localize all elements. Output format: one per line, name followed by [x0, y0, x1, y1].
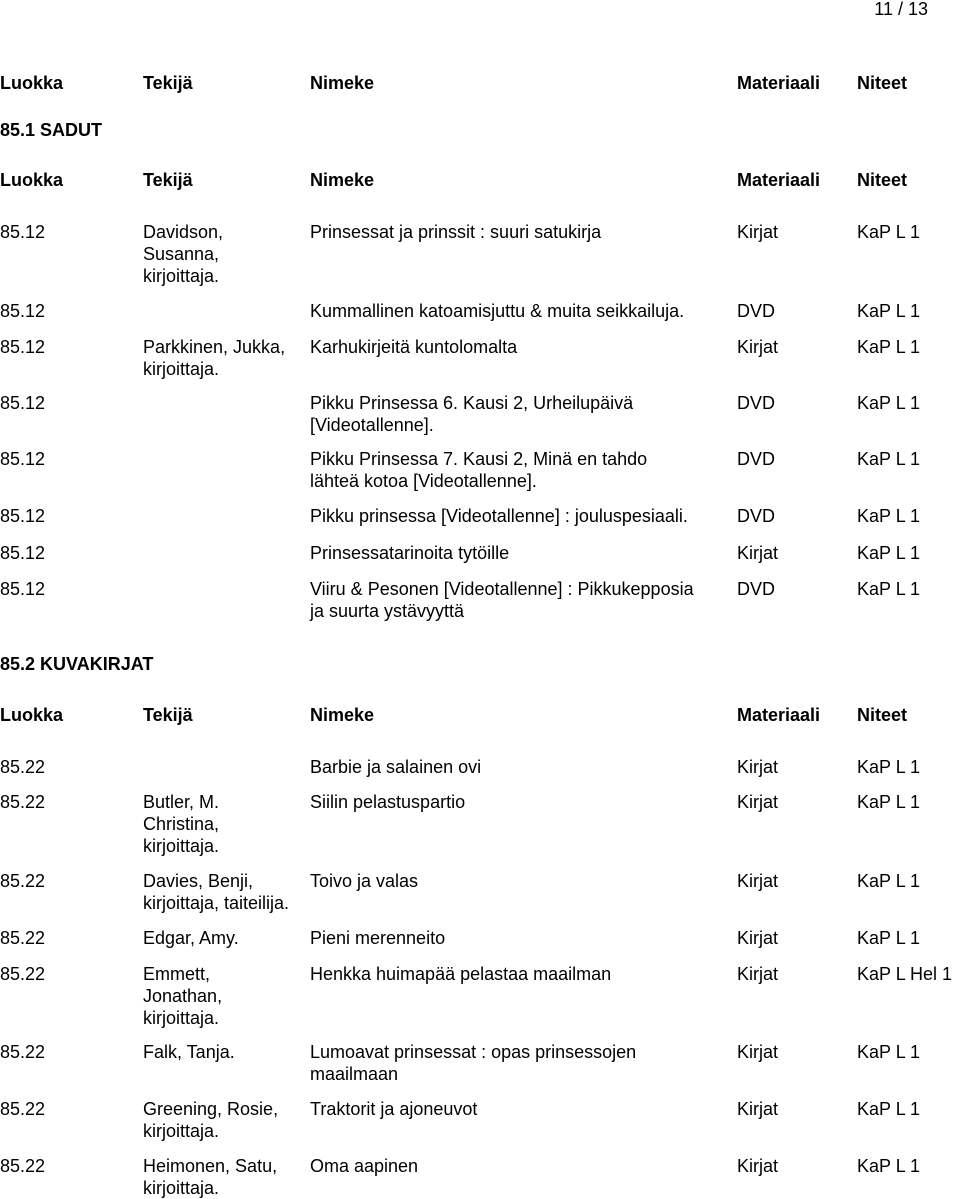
col-niteet: Niteet: [857, 73, 908, 93]
cell-tekija: Parkkinen, Jukka,: [143, 337, 286, 357]
cell-niteet: KaP L 1: [857, 337, 921, 357]
cell-materiaali: Kirjat: [737, 1042, 779, 1062]
col-materiaali: Materiaali: [737, 170, 821, 190]
cell-tekija: kirjoittaja.: [143, 1178, 220, 1198]
cell-materiaali: Kirjat: [737, 871, 779, 891]
cell-tekija: Edgar, Amy.: [143, 928, 239, 948]
cell-niteet: KaP L 1: [857, 506, 921, 526]
cell-materiaali: Kirjat: [737, 543, 779, 563]
table-row: [0, 505, 960, 527]
cell-luokka: 85.12: [0, 579, 46, 599]
col-tekija: Tekijä: [143, 73, 193, 93]
col-tekija: Tekijä: [143, 170, 193, 190]
cell-niteet: KaP L 1: [857, 301, 921, 321]
cell-tekija: Susanna,: [143, 244, 220, 264]
col-nimeke: Nimeke: [310, 73, 375, 93]
cell-nimeke: Lumoavat prinsessat : opas prinsessojen: [310, 1042, 637, 1062]
cell-niteet: KaP L 1: [857, 871, 921, 891]
table-row: [0, 927, 960, 949]
cell-nimeke: Pieni merenneito: [310, 928, 446, 948]
col-niteet: Niteet: [857, 170, 908, 190]
cell-luokka: 85.22: [0, 871, 46, 891]
cell-nimeke: Pikku prinsessa [Videotallenne] : jouluspesiaali.: [310, 506, 688, 526]
cell-nimeke: Siilin pelastuspartio: [310, 792, 466, 812]
cell-niteet: KaP L 1: [857, 1042, 921, 1062]
cell-luokka: 85.12: [0, 337, 46, 357]
col-nimeke: Nimeke: [310, 170, 375, 190]
cell-tekija: Emmett,: [143, 964, 211, 984]
col-nimeke: Nimeke: [310, 705, 375, 725]
table-row: [0, 963, 960, 1028]
cell-luokka: 85.22: [0, 964, 46, 984]
cell-nimeke: Pikku Prinsessa 7. Kausi 2, Minä en tahdo: [310, 449, 648, 469]
cell-nimeke: Prinsessat ja prinssit : suuri satukirja: [310, 222, 602, 242]
cell-materiaali: Kirjat: [737, 1156, 779, 1176]
page-number: 11 / 13: [874, 0, 928, 19]
cell-tekija: kirjoittaja.: [143, 359, 220, 379]
table-row: [0, 1098, 960, 1141]
cell-niteet: KaP L 1: [857, 928, 921, 948]
cell-niteet: KaP L 1: [857, 1099, 921, 1119]
table-row: [0, 756, 960, 778]
cell-tekija: kirjoittaja, taiteilija.: [143, 893, 290, 913]
cell-tekija: kirjoittaja.: [143, 1121, 220, 1141]
cell-niteet: KaP L 1: [857, 792, 921, 812]
cell-nimeke: Pikku Prinsessa 6. Kausi 2, Urheilupäivä: [310, 393, 634, 413]
cell-materiaali: DVD: [737, 301, 776, 321]
cell-nimeke: Prinsessatarinoita tytöille: [310, 543, 510, 563]
cell-nimeke: Kummallinen katoamisjuttu & muita seikkailuja.: [310, 301, 685, 321]
cell-niteet: KaP L 1: [857, 222, 921, 242]
col-luokka: Luokka: [0, 73, 64, 93]
cell-luokka: 85.22: [0, 1099, 46, 1119]
cell-materiaali: Kirjat: [737, 1099, 779, 1119]
cell-tekija: Greening, Rosie,: [143, 1099, 279, 1119]
cell-luokka: 85.22: [0, 1042, 46, 1062]
table-row: [0, 578, 960, 621]
cell-tekija: kirjoittaja.: [143, 1008, 220, 1028]
cell-tekija: Butler, M.: [143, 792, 220, 812]
cell-tekija: Davidson,: [143, 222, 224, 242]
cell-materiaali: Kirjat: [737, 222, 779, 242]
cell-tekija: Jonathan,: [143, 986, 223, 1006]
col-luokka: Luokka: [0, 170, 64, 190]
cell-luokka: 85.12: [0, 301, 46, 321]
cell-luokka: 85.12: [0, 506, 46, 526]
cell-materiaali: DVD: [737, 506, 776, 526]
cell-materiaali: DVD: [737, 449, 776, 469]
cell-nimeke: maailmaan: [310, 1064, 399, 1084]
cell-luokka: 85.12: [0, 543, 46, 563]
cell-tekija: Heimonen, Satu,: [143, 1156, 278, 1176]
col-tekija: Tekijä: [143, 705, 193, 725]
cell-niteet: KaP L 1: [857, 757, 921, 777]
cell-nimeke: Traktorit ja ajoneuvot: [310, 1099, 478, 1119]
cell-niteet: KaP L 1: [857, 579, 921, 599]
cell-luokka: 85.12: [0, 222, 46, 242]
table-row: [0, 791, 960, 856]
cell-luokka: 85.12: [0, 449, 46, 469]
cell-nimeke: Oma aapinen: [310, 1156, 419, 1176]
cell-nimeke: Toivo ja valas: [310, 871, 419, 891]
cell-nimeke: ja suurta ystävyyttä: [310, 601, 465, 621]
cell-materiaali: DVD: [737, 579, 776, 599]
col-materiaali: Materiaali: [737, 73, 821, 93]
cell-materiaali: Kirjat: [737, 337, 779, 357]
cell-nimeke: Karhukirjeitä kuntolomalta: [310, 337, 518, 357]
column-header-row: [0, 704, 960, 726]
column-header-row: [0, 72, 960, 94]
cell-luokka: 85.12: [0, 393, 46, 413]
table-row: [0, 1155, 960, 1198]
cell-materiaali: Kirjat: [737, 928, 779, 948]
cell-tekija: Davies, Benji,: [143, 871, 254, 891]
cell-nimeke: lähteä kotoa [Videotallenne].: [310, 471, 537, 491]
cell-tekija: Christina,: [143, 814, 220, 834]
section-title: 85.1 SADUT: [0, 120, 103, 140]
section-title: 85.2 KUVAKIRJAT: [0, 654, 154, 674]
table-row: [0, 448, 960, 491]
cell-materiaali: Kirjat: [737, 757, 779, 777]
cell-nimeke: Barbie ja salainen ovi: [310, 757, 482, 777]
cell-nimeke: [Videotallenne].: [310, 415, 434, 435]
table-row: [0, 1041, 960, 1084]
cell-nimeke: Viiru & Pesonen [Videotallenne] : Pikkukepposia: [310, 579, 694, 599]
cell-materiaali: Kirjat: [737, 792, 779, 812]
column-header-row: [0, 169, 960, 191]
cell-niteet: KaP L 1: [857, 393, 921, 413]
cell-tekija: Falk, Tanja.: [143, 1042, 235, 1062]
col-luokka: Luokka: [0, 705, 64, 725]
table-row: [0, 392, 960, 435]
col-materiaali: Materiaali: [737, 705, 821, 725]
cell-materiaali: DVD: [737, 393, 776, 413]
cell-materiaali: Kirjat: [737, 964, 779, 984]
cell-niteet: KaP L 1: [857, 1156, 921, 1176]
cell-tekija: kirjoittaja.: [143, 266, 220, 286]
cell-niteet: KaP L 1: [857, 449, 921, 469]
table-row: [0, 870, 960, 913]
table-row: [0, 300, 960, 322]
cell-niteet: KaP L Hel 1: [857, 964, 953, 984]
cell-luokka: 85.22: [0, 792, 46, 812]
cell-luokka: 85.22: [0, 928, 46, 948]
table-row: [0, 336, 960, 379]
cell-tekija: kirjoittaja.: [143, 836, 220, 856]
cell-nimeke: Henkka huimapää pelastaa maailman: [310, 964, 612, 984]
cell-luokka: 85.22: [0, 1156, 46, 1176]
col-niteet: Niteet: [857, 705, 908, 725]
cell-niteet: KaP L 1: [857, 543, 921, 563]
table-row: [0, 542, 960, 564]
cell-luokka: 85.22: [0, 757, 46, 777]
table-row: [0, 221, 960, 286]
